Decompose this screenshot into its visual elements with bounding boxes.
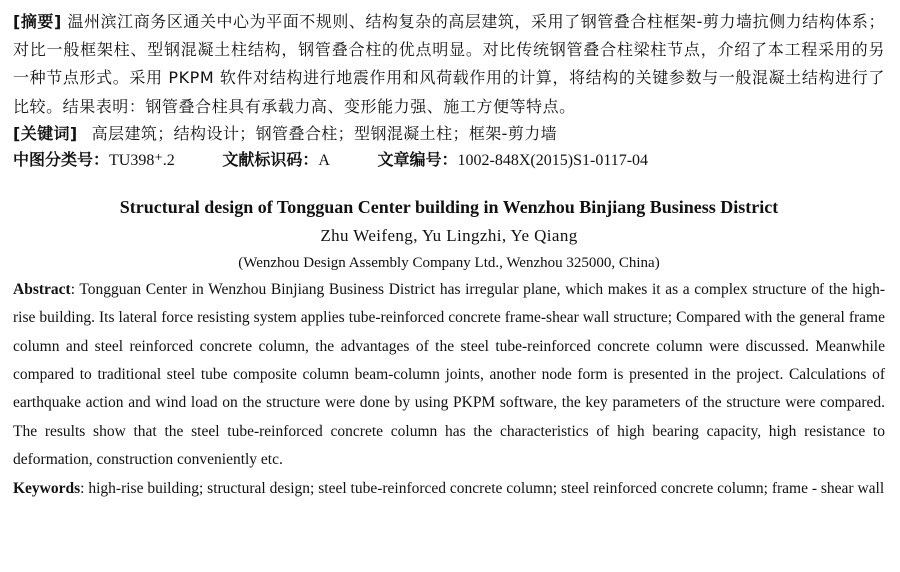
english-keywords-text: : high-rise building; structural design; steel tube-reinforced concrete column; steel reinforced concrete column; frame - shear wall — [80, 479, 885, 497]
zh-keywords-text: 高层建筑；结构设计；钢管叠合柱；型钢混凝土柱；框架-剪力墙 — [91, 123, 558, 143]
english-title: Structural design of Tongguan Center building in Wenzhou Binjiang Business District — [119, 196, 779, 217]
english-affiliation: (Wenzhou Design Assembly Company Ltd., Wenzhou 325000, China) — [238, 254, 660, 271]
article-number-value: 1002-848X(2015)S1-0117-04 — [457, 151, 649, 169]
english-abstract — [13, 276, 885, 475]
english-abstract-text: : Tongguan Center in Wenzhou Binjiang Business District has irregular plane, which makes it as a complex structure of the high-rise building. Its lateral force resisting system applies tube-reinforced concrete frame-shear wall structure; Compared with the general frame column and steel reinforced concrete column, the advantages of the steel tube-reinforced concrete column were discussed. Meanwhile compared to traditional steel tube composite column beam-column joints, another node form is presented in the project. Calculations of earthquake action and wind load on the structure were done by using PKPM software, the key parameters of the structure were compared. The results show that the steel tube-reinforced concrete column has the characteristics of high bearing capacity, high resistance to deformation, construction conveniently etc. — [13, 280, 885, 469]
english-keywords-label: Keywords — [13, 479, 81, 497]
class-number-value: TU398⁺.2 — [109, 151, 175, 169]
zh-abstract — [13, 8, 885, 121]
zh-abstract-label: [摘要] — [13, 12, 62, 31]
zh-keywords — [13, 121, 885, 147]
english-keywords — [13, 475, 885, 503]
paper-abstract-page — [13, 8, 885, 503]
english-abstract-label: Abstract — [13, 280, 71, 298]
english-authors: Zhu Weifeng, Yu Lingzhi, Ye Qiang — [320, 225, 578, 245]
doc-code-label: 文献标识码： — [222, 149, 319, 169]
article-number-label: 文章编号： — [377, 149, 458, 169]
zh-abstract-text: 温州滨江商务区通关中心为平面不规则、结构复杂的高层建筑，采用了钢管叠合柱框架-剪力墙抗侧力结构体系；对比一般框架柱、型钢混凝土柱结构，钢管叠合柱的优点明显。对比传统钢管叠合柱梁柱节点，介绍了本工程采用的另一种节点形式。采用 PKPM 软件对结构进行地震作用和风荷载作用的计算，将结构的关键参数与一般混凝土结构进行了比较。结果表明：钢管叠合柱具有承载力高、变形能力强、施工方便等特点。 — [13, 12, 886, 116]
class-number-label: 中图分类号： — [13, 149, 110, 169]
zh-classification-line — [13, 147, 885, 174]
zh-keywords-label: [关键词] — [13, 123, 78, 143]
doc-code-value: A — [318, 151, 330, 169]
